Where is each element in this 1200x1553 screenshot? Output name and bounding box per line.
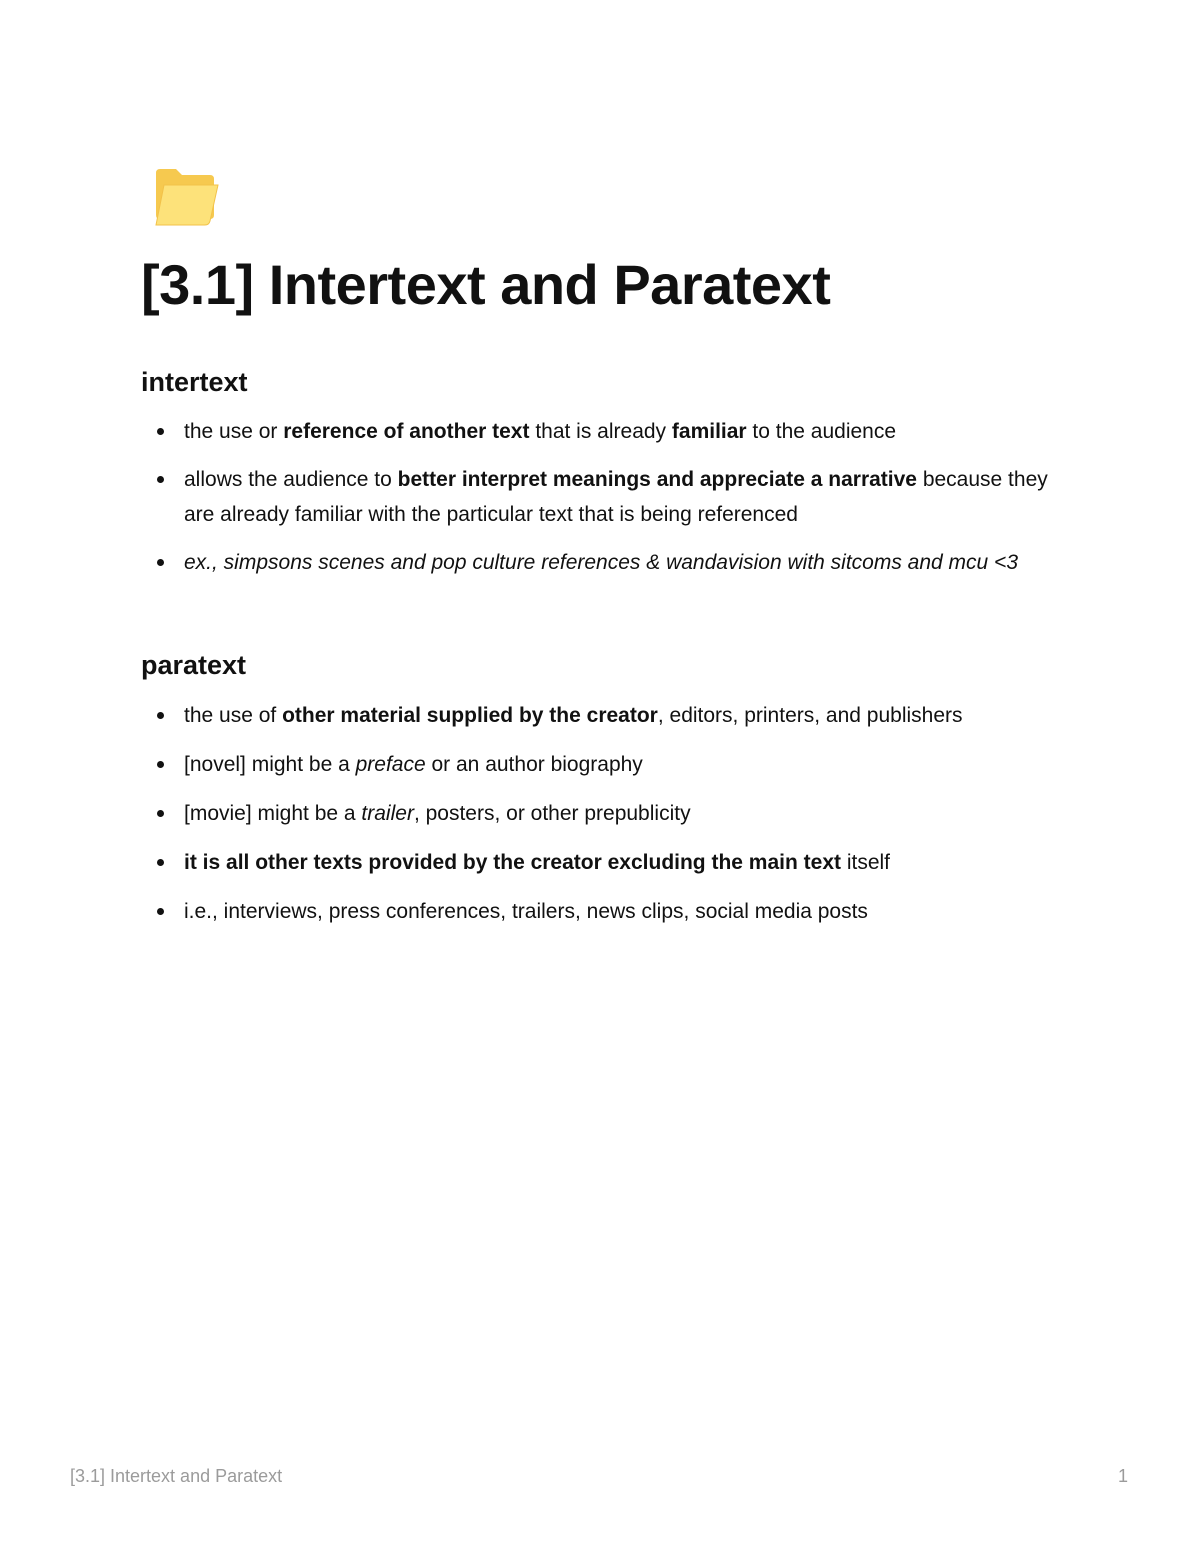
- text-run: because they are already familiar with the particular text that is being referenced: [184, 468, 1048, 526]
- bullet-icon: [157, 428, 164, 435]
- text-run: i.e., interviews, press conferences, trailers, news clips, social media posts: [184, 900, 868, 923]
- text-run: all other texts provided by the creator excluding the main text: [226, 851, 841, 874]
- list-item: [141, 747, 1061, 782]
- text-run: the use or: [184, 420, 284, 443]
- list-item: [141, 698, 1061, 733]
- text-run: itself: [841, 851, 891, 874]
- footer-page-number: 1: [1117, 1466, 1128, 1486]
- bullet-icon: [157, 859, 164, 866]
- list-item: [141, 545, 1061, 580]
- folder-icon: [150, 163, 220, 227]
- paratext-list: [141, 698, 1061, 943]
- list-item: [141, 796, 1061, 831]
- section-heading-paratext: paratext: [141, 650, 247, 680]
- list-item: [141, 845, 1061, 880]
- text-run: reference of another text: [283, 420, 530, 443]
- text-run: preface: [355, 753, 426, 776]
- text-run: better interpret meanings and appreciate a narrative: [397, 468, 917, 491]
- list-item: [141, 414, 1061, 449]
- text-run: [movie] might be a: [184, 802, 362, 825]
- text-run: , editors, printers, and publishers: [657, 704, 963, 727]
- text-run: familiar: [671, 420, 747, 443]
- intertext-list: [141, 414, 1061, 593]
- bullet-icon: [157, 810, 164, 817]
- bullet-icon: [157, 761, 164, 768]
- text-run: trailer: [361, 802, 414, 825]
- text-run: allows the audience to: [184, 468, 398, 491]
- list-item: [141, 462, 1061, 532]
- page-title: [3.1] Intertext and Paratext: [141, 253, 831, 316]
- text-run: , posters, or other prepublicity: [413, 802, 691, 825]
- text-run: the use of: [184, 704, 283, 727]
- text-run: [novel] might be a: [184, 753, 356, 776]
- bullet-icon: [157, 712, 164, 719]
- bullet-icon: [157, 908, 164, 915]
- text-run: ex., simpsons scenes and pop culture references & wandavision with sitcoms and mcu <3: [184, 551, 1019, 574]
- text-run: to the audience: [746, 420, 897, 443]
- text-run: or an author biography: [425, 753, 643, 776]
- text-run: it is: [184, 851, 227, 874]
- bullet-icon: [157, 476, 164, 483]
- text-run: other material supplied by the creator: [282, 704, 658, 727]
- list-item: [141, 894, 1061, 929]
- section-heading-intertext: intertext: [141, 367, 248, 397]
- text-run: that is already: [529, 420, 672, 443]
- footer-title: [3.1] Intertext and Paratext: [70, 1466, 283, 1486]
- bullet-icon: [157, 559, 164, 566]
